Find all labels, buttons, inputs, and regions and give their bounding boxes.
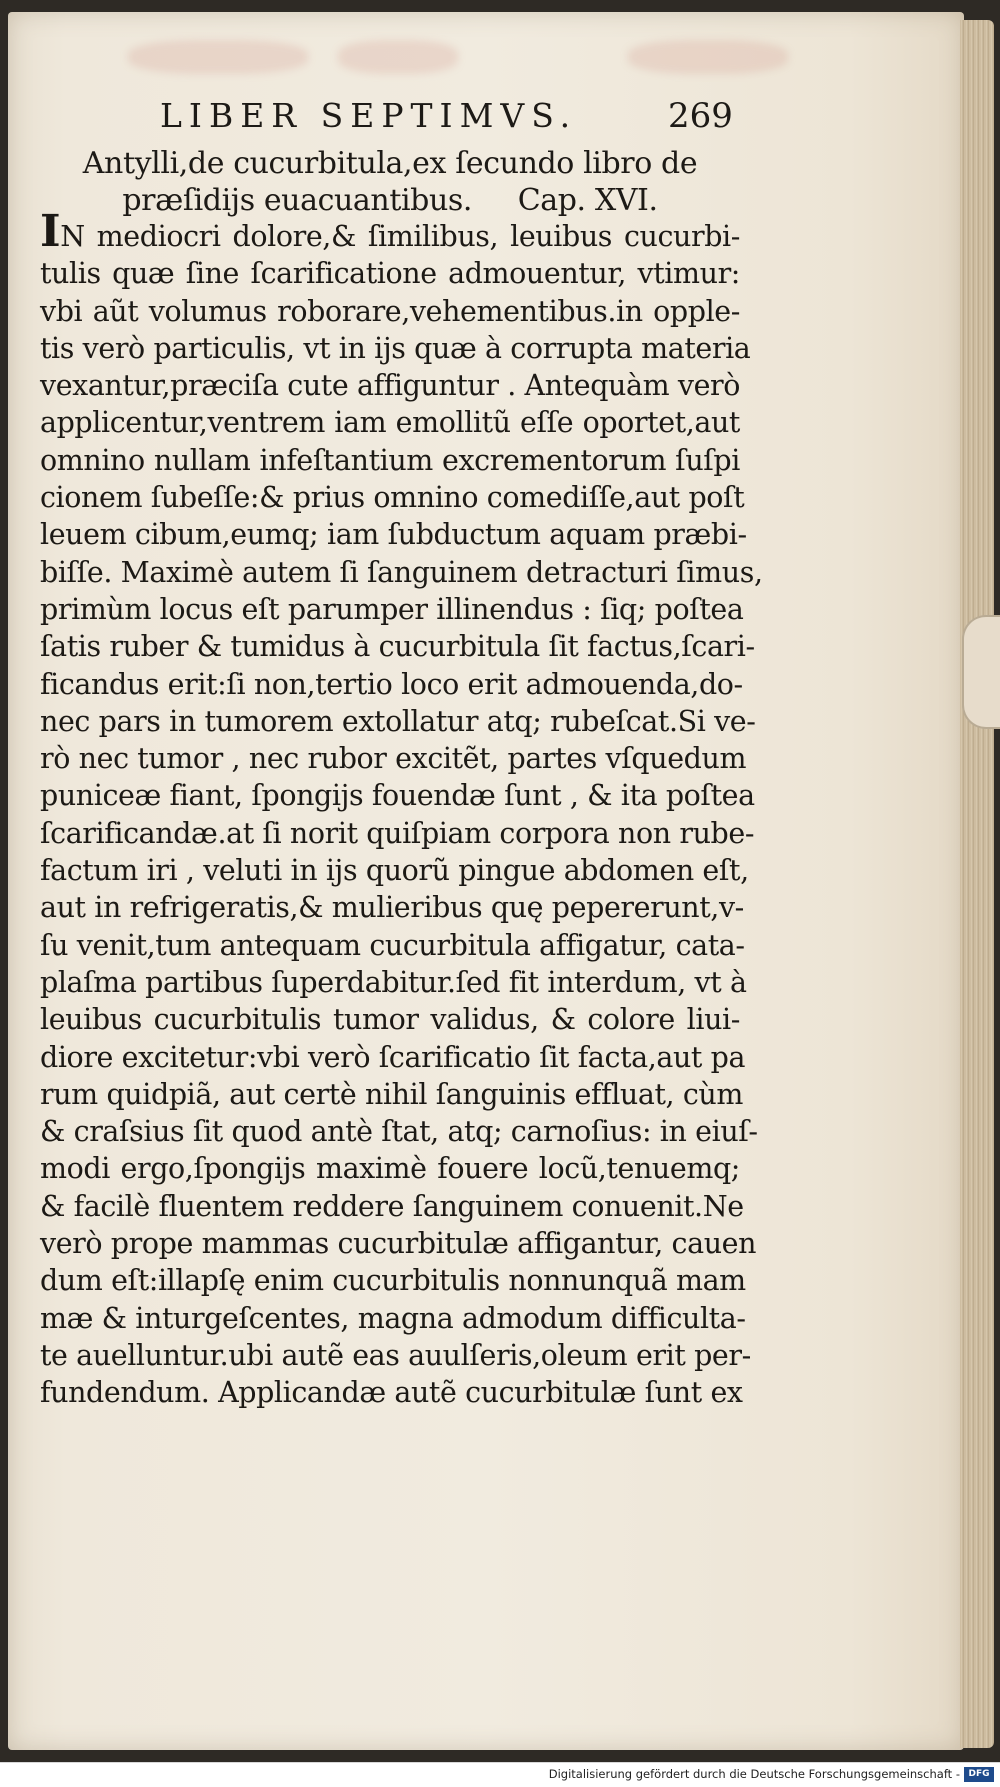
text-line: leuibus cucurbitulis tumor validus, & colore liui-	[40, 1003, 740, 1037]
text-line: verò prope mammas cucurbitulæ affigantur, cauen	[40, 1227, 757, 1261]
funding-credit: Digitalisierung gefördert durch die Deutsche Forschungsgemeinschaft -	[548, 1767, 960, 1781]
text-line: vbi aũt volumus roborare,vehementibus.in opple-	[40, 294, 740, 328]
text-line: rò nec tumor , nec rubor excitẽt, partes vſquedum	[40, 742, 747, 776]
text-line: vexantur,præciſa cute affiguntur . Antequàm verò	[40, 369, 741, 403]
text-line: cionem ſubeſſe:& prius omnino comediſſe,aut poſt	[40, 481, 745, 515]
dfg-logo: DFG	[964, 1767, 994, 1782]
chapter-title	[40, 145, 740, 219]
text-line: aut in refrigeratis,& mulieribus quę pepererunt,v-	[40, 891, 744, 925]
text-line: ſatis ruber & tumidus à cucurbitula ſit factus,ſcari-	[40, 630, 755, 664]
text-line: leuem cibum,eumq; iam ſubductum aquam præbi-	[40, 518, 747, 552]
text-line: modi ergo,ſpongijs maximè fouere locũ,tenuemq;	[40, 1152, 740, 1186]
page-edges	[960, 20, 994, 1748]
page-tab-mark	[962, 615, 1000, 729]
chapter-title-line: præſidijs euacuantibus. Cap. XVI.	[122, 183, 658, 218]
text-line-content: N mediocri dolore,& ſimilibus, leuibus cucurbi-	[60, 220, 740, 253]
text-line: ſu venit,tum antequam cucurbitula affigatur, cata-	[40, 928, 745, 962]
ink-stain	[128, 40, 308, 74]
text-line: mæ & inturgeſcentes, magna admodum difficulta-	[40, 1301, 746, 1335]
text-line: dum eſt:illapſę enim cucurbitulis nonnunquã mam	[40, 1264, 746, 1298]
page-number: 269	[668, 96, 733, 136]
ink-stain	[628, 40, 788, 74]
text-line: ſcarificandæ.at ſi norit quiſpiam corpora non rube-	[40, 816, 755, 850]
drop-initial: I	[40, 206, 61, 257]
text-line: ficandus erit:ſi non,tertio loco erit admouenda,do-	[40, 667, 743, 701]
text-line: plaſma partibus ſuperdabitur.ſed fit interdum, vt à	[40, 965, 747, 999]
text-line: applicentur,ventrem iam emollitũ eſſe oportet,aut	[40, 406, 740, 440]
text-line: diore excitetur:vbi verò ſcarificatio ſit facta,aut pa	[40, 1040, 746, 1074]
text-line: & craſsius ſit quod antè ſtat, atq; carnoſius: in eiuſ-	[40, 1115, 758, 1149]
text-line: & facilè fluentem reddere ſanguinem conuenit.Ne	[40, 1189, 744, 1223]
text-line: puniceæ fiant, ſpongijs fouendæ ſunt , & ita poſtea	[40, 779, 755, 813]
text-line: biſſe. Maximè autem ſi ſanguinem detracturi ſimus,	[40, 555, 763, 589]
text-line: tis verò particulis, vt in ijs quæ à corrupta materia	[40, 331, 751, 365]
text-line: rum quidpiã, aut certè nihil ſanguinis effluat, cùm	[40, 1077, 743, 1111]
text-line: te auelluntur.ubi autẽ eas auulſeris,oleum erit per-	[40, 1338, 751, 1372]
text-line: nec pars in tumorem extollatur atq; rubeſcat.Si ve-	[40, 704, 756, 738]
body-text	[40, 206, 763, 1412]
running-head: LIBER SEPTIMVS.	[160, 96, 578, 135]
text-line: factum iri , veluti in ijs quorũ pingue abdomen eſt,	[40, 854, 749, 888]
text-line: tulis quæ ſine ſcarificatione admouentur, vtimur:	[40, 257, 740, 291]
text-line	[40, 206, 740, 257]
text-line: primùm locus eſt parumper illinendus : ſiq; poſtea	[40, 592, 744, 626]
text-line: omnino nullam infeſtantium excrementorum ſuſpi	[40, 443, 740, 477]
chapter-title-line: Antylli,de cucurbitula,ex ſecundo libro de	[82, 146, 698, 181]
digitization-footer	[0, 1762, 1000, 1787]
text-line: fundendum. Applicandæ autẽ cucurbitulæ ſunt ex	[40, 1376, 743, 1410]
ink-stain	[338, 40, 458, 74]
